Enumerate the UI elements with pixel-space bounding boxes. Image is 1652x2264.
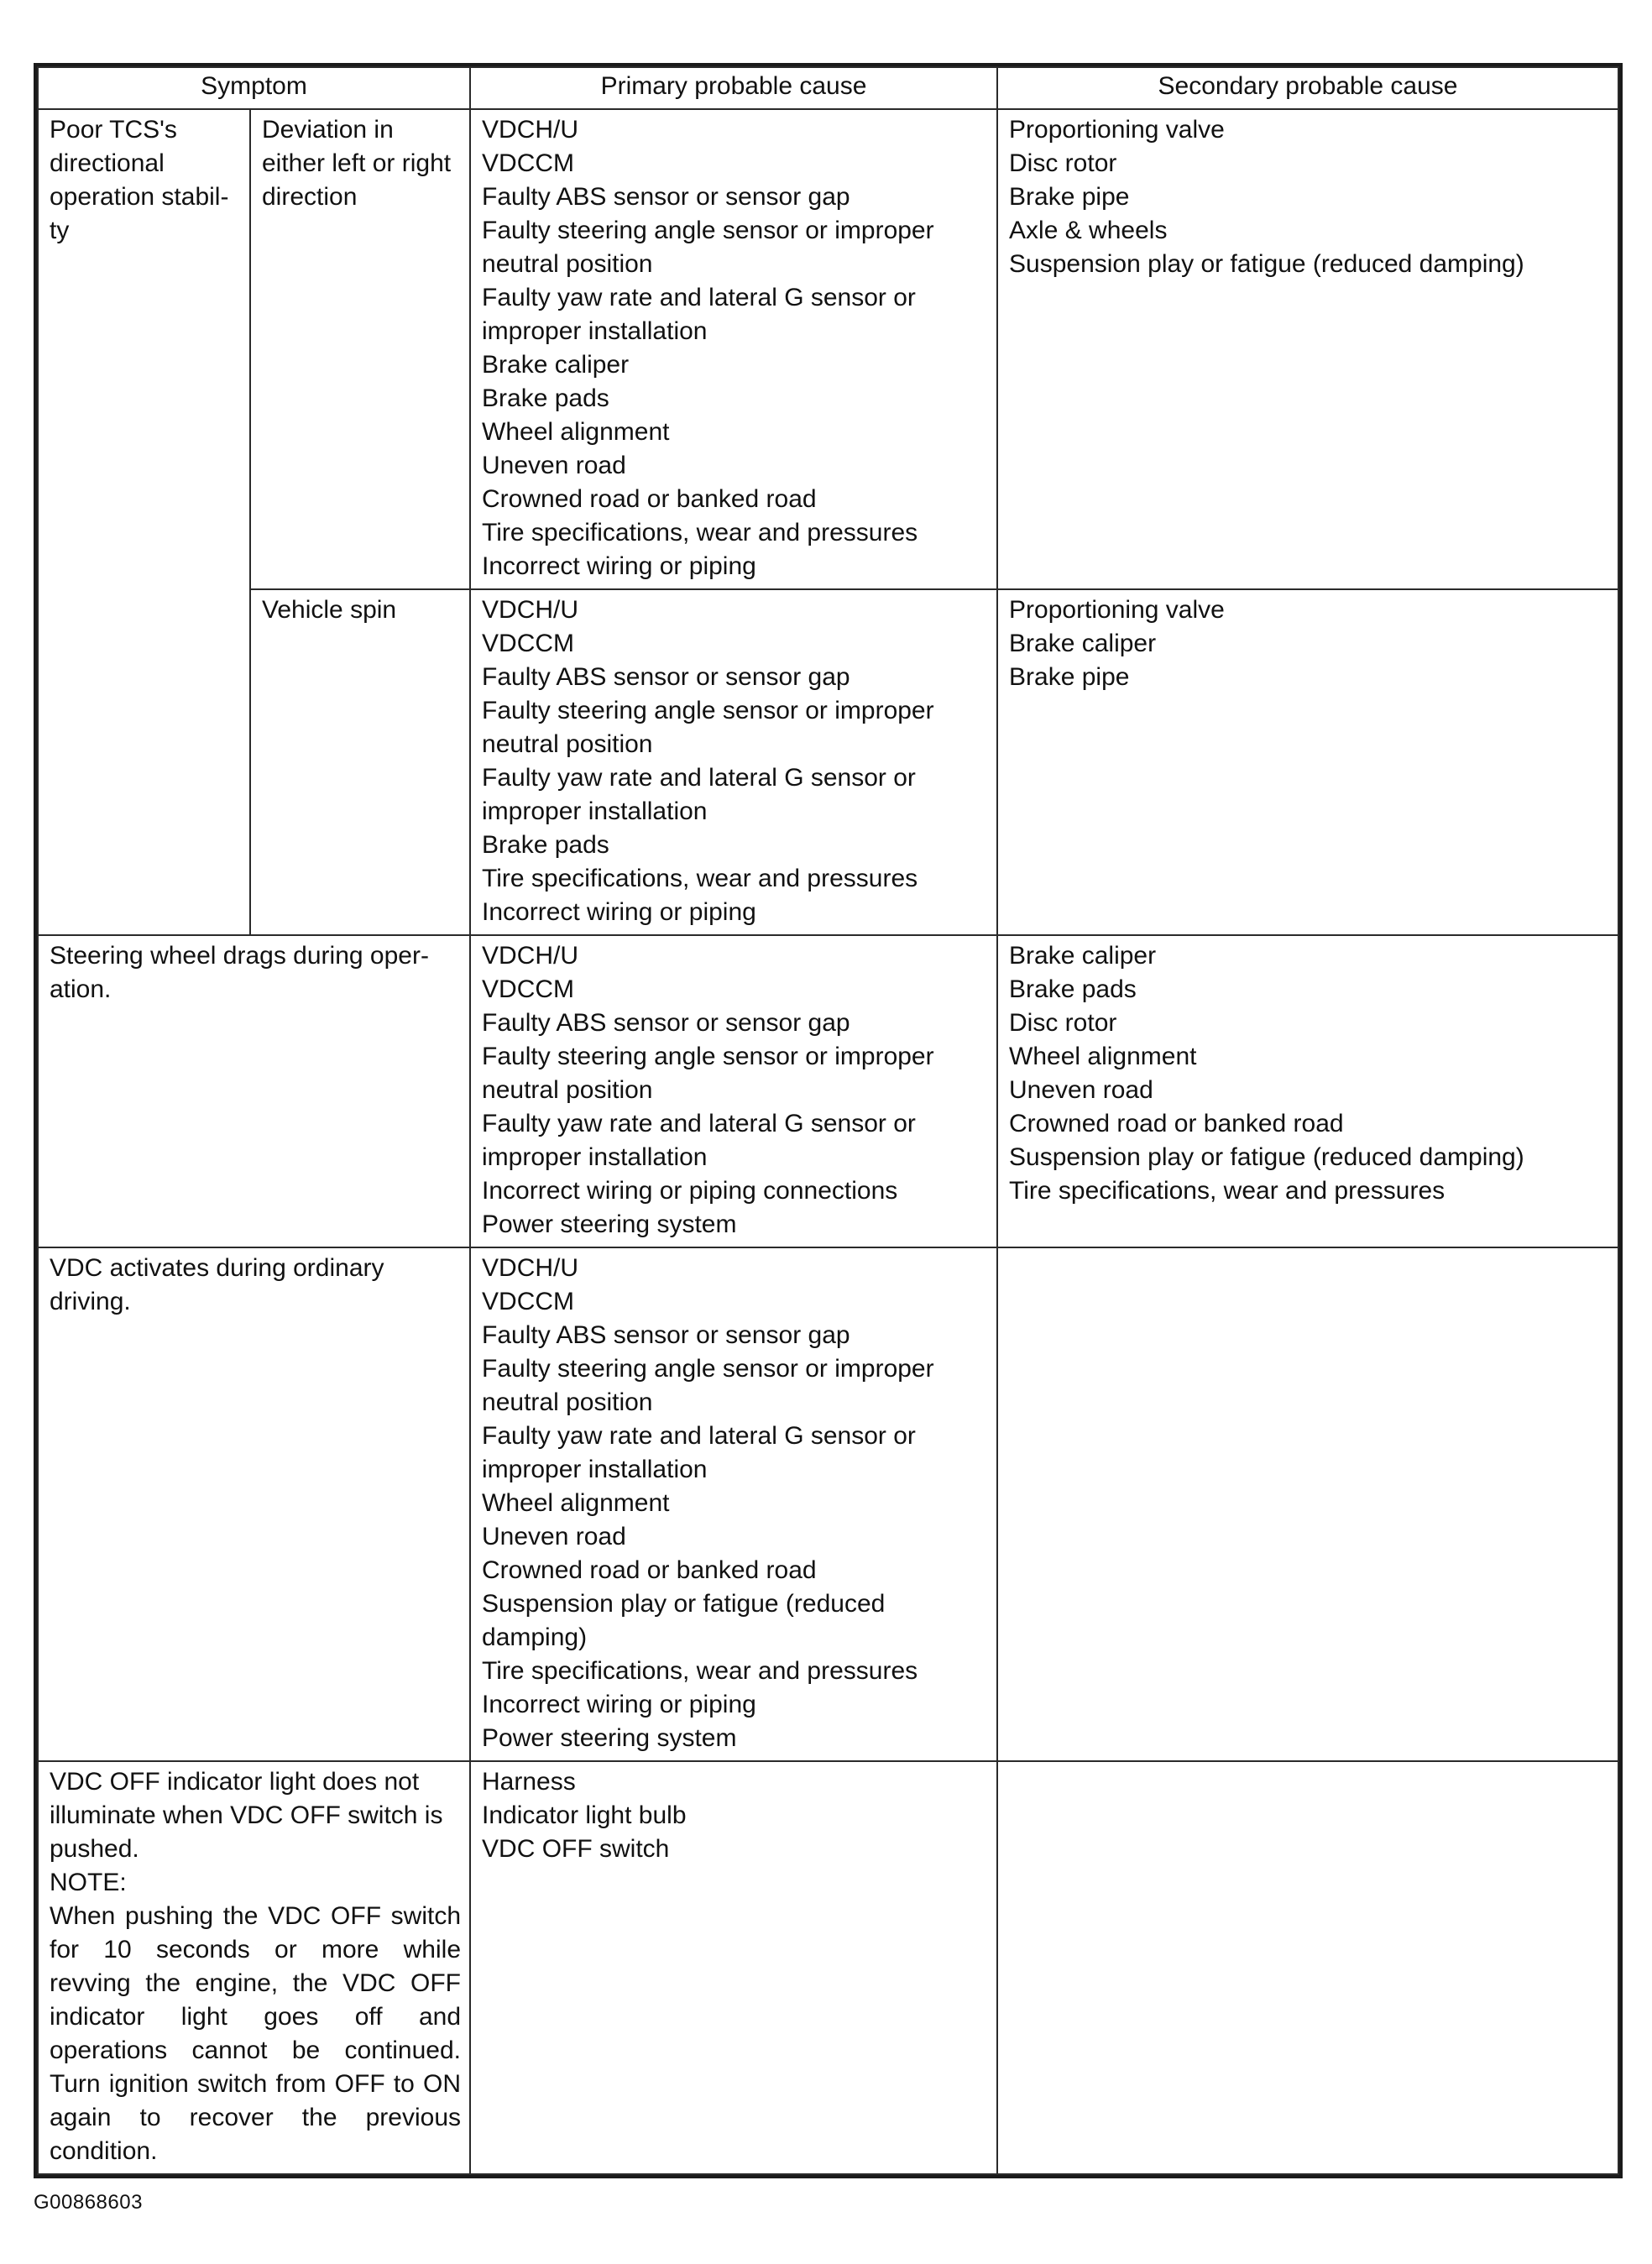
primary-cause-cell	[470, 1247, 997, 1761]
secondary-cause-item: Brake caliper	[1009, 942, 1157, 970]
figure-id: G00868603	[34, 2191, 143, 2214]
primary-cause-item: neutral position	[482, 1388, 653, 1416]
primary-cause-item: Incorrect wiring or piping	[482, 552, 756, 580]
secondary-cause-cell	[997, 589, 1618, 935]
primary-cause-item: Tire specifications, wear and pressures	[482, 865, 918, 892]
secondary-cause-item: Proportioning valve	[1009, 116, 1225, 144]
primary-cause-item: Wheel alignment	[482, 1489, 670, 1517]
header-primary-cause: Primary probable cause	[470, 67, 997, 109]
symptom-cell: VDC activates during ordinary driving.	[38, 1247, 470, 1761]
primary-cause-item: VDCCM	[482, 1288, 575, 1315]
primary-cause-item: Uneven road	[482, 1523, 626, 1550]
primary-cause-item: neutral position	[482, 730, 653, 758]
secondary-cause-cell	[997, 1247, 1618, 1761]
secondary-cause-item: Disc rotor	[1009, 1009, 1117, 1037]
secondary-cause-item: Brake pipe	[1009, 183, 1130, 211]
primary-cause-item: Power steering system	[482, 1724, 737, 1752]
primary-cause-item: Brake pads	[482, 831, 609, 859]
primary-cause-item: VDCH/U	[482, 596, 579, 624]
primary-cause-item: Faulty ABS sensor or sensor gap	[482, 663, 850, 691]
secondary-cause-cell	[997, 1761, 1618, 2174]
symptom-text: VDC OFF indicator light does not illuminate when VDC OFF switch is pushed.	[50, 1768, 443, 1863]
note-label: NOTE:	[50, 1869, 127, 1896]
symptom-cell: Poor TCS's directional operation stabil-ty	[38, 109, 250, 935]
primary-cause-item: VDCCM	[482, 630, 575, 657]
secondary-cause-item: Crowned road or banked road	[1009, 1110, 1344, 1137]
table-row	[38, 1247, 1618, 1761]
primary-cause-item: Faulty steering angle sensor or improper	[482, 217, 934, 244]
primary-cause-item: Uneven road	[482, 452, 626, 479]
primary-cause-item: Faulty yaw rate and lateral G sensor or	[482, 764, 916, 792]
primary-cause-item: Faulty steering angle sensor or improper	[482, 1355, 934, 1383]
diagnosis-table-frame	[34, 63, 1623, 2178]
primary-cause-item: Tire specifications, wear and pressures	[482, 519, 918, 546]
secondary-cause-item: Suspension play or fatigue (reduced damping)	[1009, 250, 1524, 278]
secondary-cause-item: Axle & wheels	[1009, 217, 1168, 244]
table-row	[38, 1761, 1618, 2174]
primary-cause-item: neutral position	[482, 250, 653, 278]
primary-cause-item: Brake pads	[482, 384, 609, 412]
primary-cause-item: Faulty ABS sensor or sensor gap	[482, 1009, 850, 1037]
primary-cause-item: Suspension play or fatigue (reduced	[482, 1590, 886, 1618]
header-symptom: Symptom	[38, 67, 470, 109]
secondary-cause-item: Wheel alignment	[1009, 1043, 1197, 1070]
primary-cause-item: Crowned road or banked road	[482, 1556, 817, 1584]
primary-cause-cell	[470, 589, 997, 935]
symptom-cause-table	[37, 66, 1619, 2175]
symptom-cell	[38, 1761, 470, 2174]
primary-cause-item: Indicator light bulb	[482, 1801, 687, 1829]
primary-cause-item: Power steering system	[482, 1210, 737, 1238]
primary-cause-item: improper installation	[482, 1143, 708, 1171]
primary-cause-cell	[470, 935, 997, 1247]
primary-cause-item: Harness	[482, 1768, 576, 1796]
subsymptom-cell: Vehicle spin	[250, 589, 470, 935]
secondary-cause-item: Brake caliper	[1009, 630, 1157, 657]
primary-cause-cell	[470, 1761, 997, 2174]
primary-cause-item: VDCCM	[482, 975, 575, 1003]
symptom-cell: Steering wheel drags during oper- ation.	[38, 935, 470, 1247]
primary-cause-item: Brake caliper	[482, 351, 630, 379]
primary-cause-item: Faulty ABS sensor or sensor gap	[482, 1321, 850, 1349]
subsymptom-cell: Deviation in either left or right direction	[250, 109, 470, 589]
secondary-cause-item: Disc rotor	[1009, 149, 1117, 177]
primary-cause-item: Faulty yaw rate and lateral G sensor or	[482, 1422, 916, 1450]
primary-cause-item: VDCH/U	[482, 1254, 579, 1282]
table-header-row	[38, 67, 1618, 109]
primary-cause-item: Tire specifications, wear and pressures	[482, 1657, 918, 1685]
primary-cause-item: VDCCM	[482, 149, 575, 177]
primary-cause-item: improper installation	[482, 317, 708, 345]
secondary-cause-cell	[997, 109, 1618, 589]
note-text: When pushing the VDC OFF switch for 10 seconds or more while revving the engine, the VDC OFF indicator light goes off and operations cannot be continued. Turn ignition switch from OFF to ON again to recover the previous condition.	[50, 1902, 462, 2165]
secondary-cause-item: Uneven road	[1009, 1076, 1153, 1104]
primary-cause-item: Faulty steering angle sensor or improper	[482, 1043, 934, 1070]
primary-cause-item: Wheel alignment	[482, 418, 670, 446]
primary-cause-item: VDCH/U	[482, 942, 579, 970]
primary-cause-item: improper installation	[482, 1456, 708, 1483]
table-row	[38, 935, 1618, 1247]
secondary-cause-item: Proportioning valve	[1009, 596, 1225, 624]
primary-cause-item: Faulty yaw rate and lateral G sensor or	[482, 1110, 916, 1137]
primary-cause-item: Faulty yaw rate and lateral G sensor or	[482, 284, 916, 311]
secondary-cause-cell	[997, 935, 1618, 1247]
header-secondary-cause: Secondary probable cause	[997, 67, 1618, 109]
primary-cause-item: neutral position	[482, 1076, 653, 1104]
primary-cause-item: Faulty steering angle sensor or improper	[482, 697, 934, 724]
primary-cause-item: Crowned road or banked road	[482, 485, 817, 513]
primary-cause-item: VDCH/U	[482, 116, 579, 144]
primary-cause-cell	[470, 109, 997, 589]
table-row	[38, 109, 1618, 589]
table-row	[38, 589, 1618, 935]
primary-cause-item: Incorrect wiring or piping connections	[482, 1177, 898, 1205]
secondary-cause-item: Brake pipe	[1009, 663, 1130, 691]
primary-cause-item: VDC OFF switch	[482, 1835, 670, 1863]
secondary-cause-item: Suspension play or fatigue (reduced damping)	[1009, 1143, 1524, 1171]
primary-cause-item: Faulty ABS sensor or sensor gap	[482, 183, 850, 211]
primary-cause-item: damping)	[482, 1623, 588, 1651]
primary-cause-item: improper installation	[482, 797, 708, 825]
secondary-cause-item: Brake pads	[1009, 975, 1137, 1003]
primary-cause-item: Incorrect wiring or piping	[482, 898, 756, 926]
secondary-cause-item: Tire specifications, wear and pressures	[1009, 1177, 1446, 1205]
primary-cause-item: Incorrect wiring or piping	[482, 1691, 756, 1718]
